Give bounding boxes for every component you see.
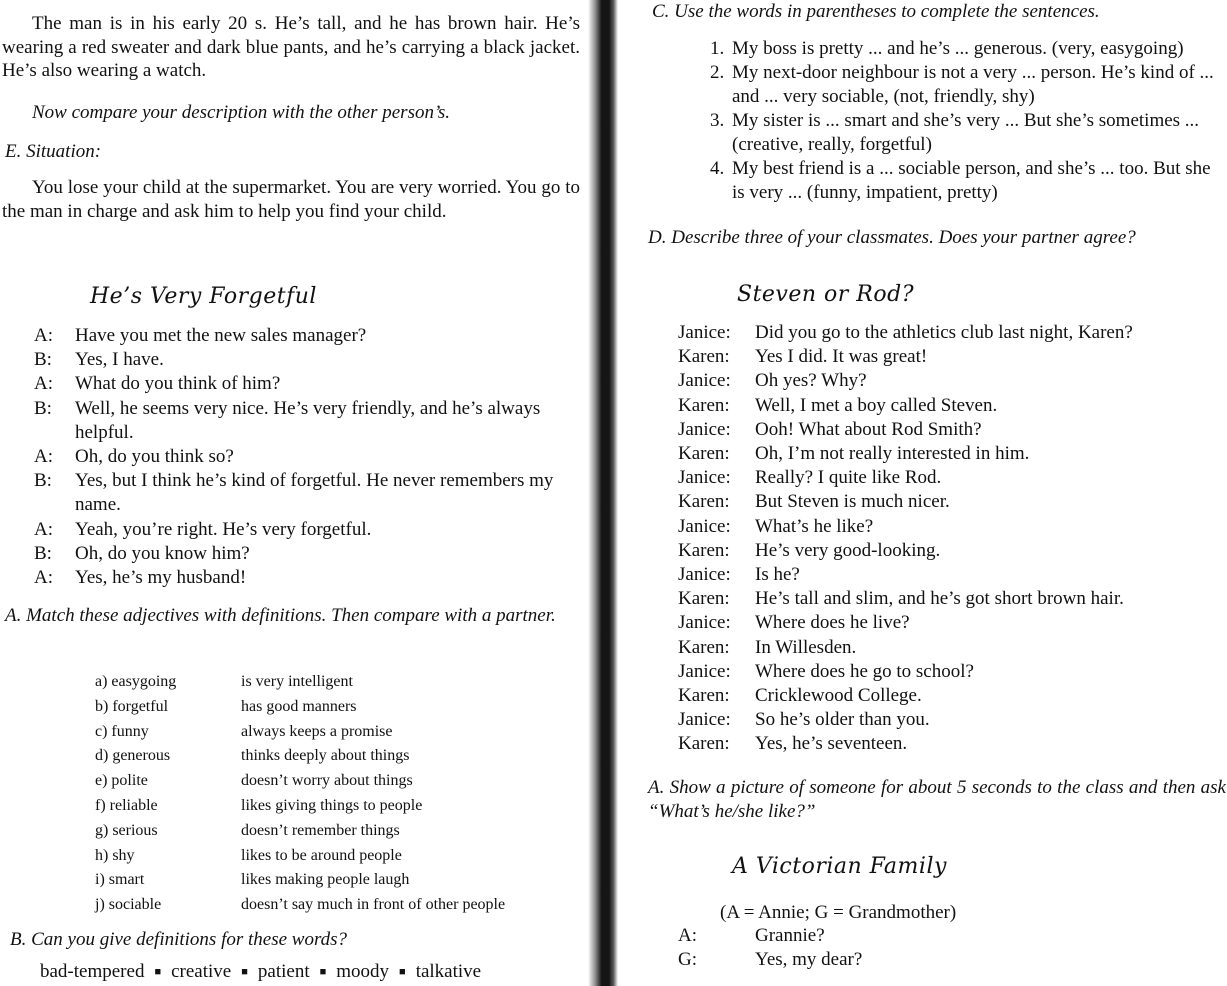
exercise-a2-instruction: A. Show a picture of someone for about 5 seconds to the class and then ask “What’s he/she like?” — [648, 777, 1226, 822]
adjective: a) easygoing — [95, 673, 177, 690]
line-text: Where does he live? — [755, 612, 910, 634]
speaker: Karen: — [678, 394, 730, 416]
speaker: B: — [34, 397, 52, 419]
dialogue-line — [34, 348, 582, 372]
definition: has good manners — [241, 697, 357, 715]
speaker: Karen: — [678, 588, 730, 610]
line-text: Yes, he’s seventeen. — [755, 733, 908, 755]
sentence-text: My sister is ... smart and she’s very ... But she’s sometimes ... (creative, really, forgetful) — [732, 110, 1200, 155]
speaker: Janice: — [678, 709, 731, 731]
definition: is very intelligent — [241, 673, 353, 690]
line-text: Cricklewood College. — [755, 685, 922, 707]
adjective: i) smart — [95, 871, 145, 889]
line-text: Oh yes? Why? — [755, 370, 867, 392]
definition: always keeps a promise — [241, 722, 393, 740]
line-text: Yes, I have. — [75, 349, 164, 371]
line-text: What do you think of him? — [75, 373, 281, 395]
line-text: Oh, I’m not really interested in him. — [755, 443, 1030, 465]
line-text: Where does he go to school? — [755, 660, 974, 682]
adjective-row — [95, 794, 505, 819]
speaker: Karen: — [678, 443, 730, 465]
adjective-row — [95, 695, 505, 720]
dialogue-line — [34, 518, 582, 542]
left-column — [0, 0, 585, 986]
dialogue-line — [34, 324, 582, 348]
compare-instruction: Now compare your description with the other person’s. — [32, 102, 450, 123]
definition: likes to be around people — [241, 846, 402, 864]
adjective-row — [95, 769, 505, 794]
speaker: Janice: — [678, 467, 731, 489]
exercise-c-instruction: C. Use the words in parentheses to complete the sentences. — [652, 1, 1100, 22]
speaker: Karen: — [678, 733, 730, 755]
sentence-number: 3. — [710, 110, 725, 131]
speaker: Janice: — [678, 515, 731, 537]
sentence-item — [710, 109, 1227, 157]
dialogue-line — [34, 445, 582, 469]
speaker: A: — [678, 925, 697, 946]
adjective-row — [95, 744, 505, 769]
line-text: Yes, my dear? — [755, 949, 863, 971]
exercise-d-instruction: D. Describe three of your classmates. Does your partner agree? — [648, 227, 1136, 248]
dialogue-line — [34, 542, 582, 566]
exercise-a-instruction: A. Match these adjectives with definitions. Then compare with a partner. — [5, 605, 556, 626]
definition: doesn’t remember things — [241, 821, 400, 839]
sentence-item — [710, 157, 1227, 205]
line-text: Really? I quite like Rod. — [755, 467, 942, 489]
dialogue-line — [34, 372, 582, 396]
speaker: Karen: — [678, 636, 730, 658]
sentence-number: 1. — [710, 38, 725, 59]
bullet-separator: ■ — [241, 966, 248, 978]
dialogue2-title: Steven or Rod? — [737, 282, 914, 307]
definition: likes making people laugh — [241, 871, 410, 889]
line-text: Yeah, you’re right. He’s very forgetful. — [75, 518, 372, 540]
definition: thinks deeply about things — [241, 747, 410, 765]
bullet-separator: ■ — [154, 966, 162, 978]
speaker: A: — [34, 446, 53, 468]
speaker: Janice: — [678, 612, 731, 634]
definition: doesn’t say much in front of other people — [241, 896, 506, 914]
speaker-legend: (A = Annie; G = Grandmother) — [720, 902, 957, 923]
line-text: So he’s older than you. — [755, 709, 930, 731]
line-text: Have you met the new sales manager? — [75, 325, 367, 346]
adjective-row — [95, 670, 505, 695]
speaker: A: — [34, 325, 53, 346]
line-text: Well, I met a boy called Steven. — [755, 394, 998, 416]
adjective: f) reliable — [95, 796, 158, 814]
adjective: d) generous — [95, 747, 171, 765]
bullet-separator: ■ — [399, 966, 406, 978]
word: talkative — [415, 961, 482, 982]
line-text: What’s he like? — [755, 515, 874, 537]
line-text: Yes I did. It was great! — [755, 346, 928, 368]
speaker: A: — [34, 518, 53, 540]
sentence-number: 2. — [710, 62, 725, 83]
dialogue-line — [34, 397, 582, 445]
speaker: Karen: — [678, 539, 730, 561]
line-text: Is he? — [755, 564, 800, 586]
speaker: Janice: — [678, 370, 731, 392]
adjective-row — [95, 819, 505, 844]
line-text: Grannie? — [755, 925, 825, 946]
speaker: B: — [34, 349, 52, 371]
speaker: Janice: — [678, 418, 731, 440]
speaker: B: — [34, 470, 52, 492]
speaker: Karen: — [678, 346, 730, 368]
adjective-row — [95, 868, 505, 893]
line-text: In Willesden. — [755, 636, 857, 658]
speaker: B: — [34, 542, 52, 564]
speaker: Janice: — [678, 564, 731, 586]
word: moody — [336, 961, 390, 982]
line-text: Did you go to the athletics club last night, Karen? — [755, 322, 1133, 343]
speaker: A: — [34, 567, 53, 589]
description-paragraph: The man is in his early 20 s. He’s tall, and he has brown hair. He’s wearing a red sweater and dark blue pants, and he’s carrying a black jacket. He’s also wearing a watch. — [2, 13, 580, 81]
dialogue-line — [34, 566, 582, 590]
word: bad-tempered — [40, 961, 145, 982]
speaker: Karen: — [678, 491, 730, 513]
sentence-text: My boss is pretty ... and he’s ... generous. (very, easygoing) — [732, 38, 1184, 59]
line-text: Well, he seems very nice. He’s very friendly, and he’s always helpful. — [75, 397, 541, 443]
line-text: Yes, he’s my husband! — [75, 567, 247, 589]
word: patient — [257, 961, 310, 982]
adjective-row — [95, 893, 505, 918]
adjective: c) funny — [95, 722, 149, 740]
sentence-text: My best friend is a ... sociable person, and she’s ... too. But she is very ... (funny, impatient, pretty) — [732, 158, 1211, 203]
adjective: h) shy — [95, 846, 135, 864]
situation-paragraph: You lose your child at the supermarket. You are very worried. You go to the man in charge and ask him to help you find your child. — [2, 177, 580, 222]
situation-label: E. Situation: — [5, 141, 102, 162]
line-text: Oh, do you know him? — [75, 542, 250, 564]
dialogue-title: He’s Very Forgetful — [90, 284, 317, 309]
line-text: He’s tall and slim, and he’s got short brown hair. — [755, 588, 1124, 610]
sentence-number: 4. — [710, 158, 725, 179]
sentence-text: My next-door neighbour is not a very ... person. He’s kind of ... and ... very sociable, (not, friendly, shy) — [732, 62, 1214, 107]
word-list — [40, 961, 481, 983]
sentence-item — [710, 37, 1227, 61]
line-text: But Steven is much nicer. — [755, 491, 950, 513]
speaker: A: — [34, 373, 53, 395]
adjective: j) sociable — [95, 896, 162, 914]
speaker: G: — [678, 949, 697, 971]
adjective: b) forgetful — [95, 697, 169, 715]
sentence-list — [710, 37, 1227, 205]
word: creative — [171, 961, 232, 982]
line-text: Oh, do you think so? — [75, 446, 234, 468]
adjective-definition-table — [95, 670, 505, 918]
speaker: Karen: — [678, 685, 730, 707]
line-text: Yes, but I think he’s kind of forgetful. He never remembers my name. — [75, 470, 554, 516]
definition: likes giving things to people — [241, 796, 423, 814]
adjective-row — [95, 720, 505, 745]
speaker: Janice: — [678, 322, 731, 343]
dialogue-he-is-very-forgetful — [34, 324, 582, 590]
line-text: He’s very good-looking. — [755, 539, 941, 561]
speaker: Janice: — [678, 660, 731, 682]
exercise-b-instruction: B. Can you give definitions for these words? — [10, 929, 348, 950]
dialogue-line — [34, 469, 582, 517]
adjective: e) polite — [95, 772, 148, 790]
line-text: Ooh! What about Rod Smith? — [755, 418, 982, 440]
bullet-separator: ■ — [319, 966, 327, 978]
definition: doesn’t worry about things — [241, 772, 413, 790]
sentence-item — [710, 61, 1227, 109]
adjective: g) serious — [95, 821, 158, 839]
dialogue3-title: A Victorian Family — [732, 854, 947, 879]
adjective-row — [95, 844, 505, 869]
page-gutter — [588, 0, 618, 986]
